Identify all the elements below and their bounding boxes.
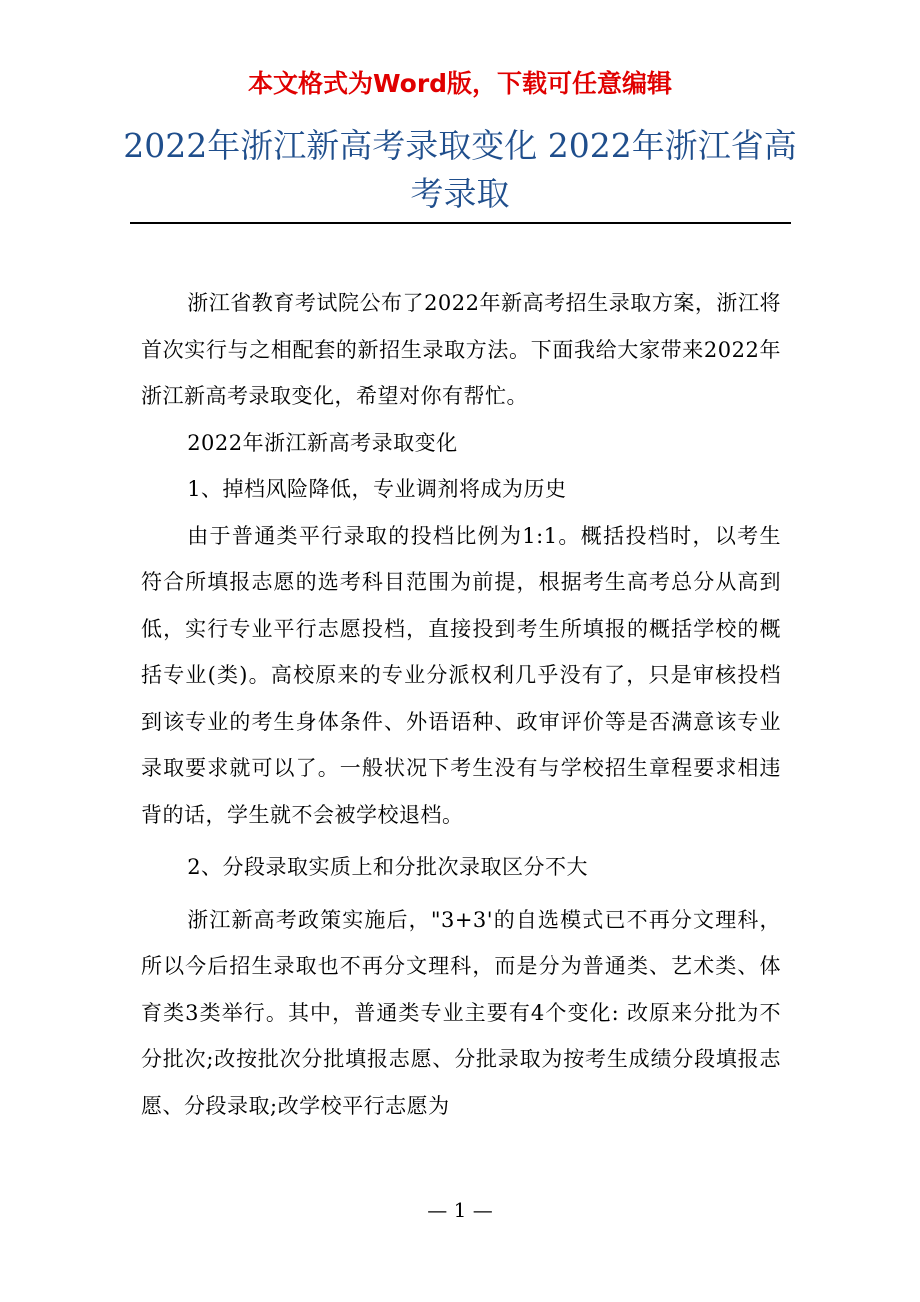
title-divider: [130, 222, 791, 224]
document-title: 2022年浙江新高考录取变化 2022年浙江省高考录取: [123, 126, 797, 213]
page-number: — 1 —: [427, 1198, 493, 1222]
paragraph-intro: 浙江省教育考试院公布了2022年新高考招生录取方案，浙江将首次实行与之相配套的新招生录取方法。下面我给大家带来2022年浙江新高考录取变化，希望对你有帮忙。: [141, 291, 781, 408]
paragraph-section-1-body: 由于普通类平行录取的投档比例为1:1。概括投档时，以考生符合所填报志愿的选考科目范围为前提，根据考生高考总分从高到低，实行专业平行志愿投档，直接投到考生所填报的概括学校的概括专业(类)。高校原来的专业分派权利几乎没有了，只是审核投档到该专业的考生身体条件、外语语种、政审评价等是否满意该专业录取要求就可以了。一般状况下考生没有与学校招生章程要求相违背的话，学生就不会被学校退档。: [141, 523, 781, 827]
paragraph-heading: 2022年浙江新高考录取变化: [187, 430, 458, 455]
paragraph-section-2-heading: 2、分段录取实质上和分批次录取区分不大: [187, 855, 589, 879]
document-body: [141, 280, 781, 1129]
paragraph-section-1-heading: 1、掉档风险降低，专业调剂将成为历史: [187, 477, 567, 501]
paragraph-section-2-body: 浙江新高考政策实施后，"3+3'的自选模式已不再分文理科，所以今后招生录取也不再分文理科，而是分为普通类、艺术类、体育类3类举行。其中，普通类专业主要有4个变化: 改原来分批为不分批次;改按批次分批填报志愿、分批录取为按考生成绩分段填报志愿、分段录取;改学校平行志愿为: [141, 907, 781, 1118]
download-notice: 本文格式为Word版，下载可任意编辑: [247, 69, 673, 98]
